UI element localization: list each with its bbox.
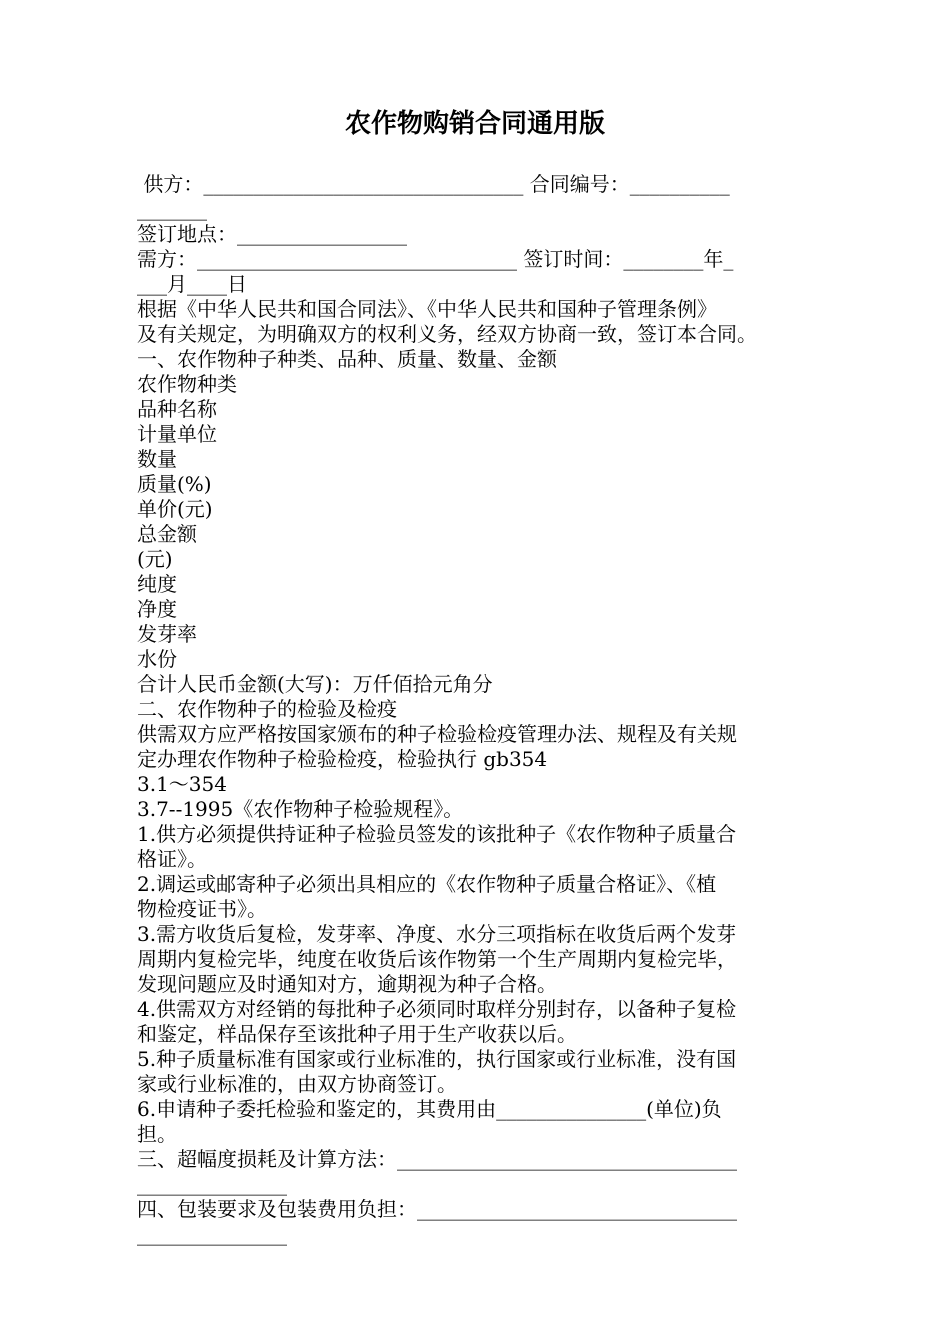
text-line: 净度 <box>137 597 177 621</box>
text-line: 三、超幅度损耗及计算方法：__________________________________ <box>137 1147 737 1171</box>
text-line: 需方：________________________________ 签订时间：________年_ <box>137 247 734 271</box>
text-line: 一、农作物种子种类、品种、质量、数量、金额 <box>137 347 557 371</box>
text-line: 质量(%) <box>137 472 212 496</box>
text-line: 担。 <box>137 1122 177 1146</box>
document-title: 农作物购销合同通用版 <box>344 109 605 139</box>
text-line: _______________ <box>137 1222 287 1246</box>
text-line: 数量 <box>137 447 177 471</box>
text-line: 1.供方必须提供持证种子检验员签发的该批种子《农作物种子质量合 <box>137 822 737 846</box>
text-line: 根据《中华人民共和国合同法》、《中华人民共和国种子管理条例》 <box>137 297 717 321</box>
text-line: 发芽率 <box>137 622 197 646</box>
text-line: 和鉴定，样品保存至该批种子用于生产收获以后。 <box>137 1022 577 1046</box>
text-line: 家或行业标准的，由双方协商签订。 <box>137 1072 457 1096</box>
text-line: _______ <box>137 197 207 221</box>
document-body <box>137 172 817 1247</box>
text-line: 2.调运或邮寄种子必须出具相应的《农作物种子质量合格证》、《植 <box>137 872 717 896</box>
text-line: 供方：________________________________ 合同编号：__________ <box>137 172 730 196</box>
text-line: 3.1～354 <box>137 772 227 796</box>
text-line: 计量单位 <box>137 422 217 446</box>
text-line: 物检疫证书》。 <box>137 897 267 921</box>
text-line: 5.种子质量标准有国家或行业标准的，执行国家或行业标准，没有国 <box>137 1047 737 1071</box>
text-line: 单价(元) <box>137 497 213 521</box>
text-line: 格证》。 <box>137 847 207 871</box>
text-line: (元) <box>137 547 173 571</box>
text-line: 农作物种类 <box>137 372 237 396</box>
text-line: _______________ <box>137 1172 287 1196</box>
text-line: 6.申请种子委托检验和鉴定的，其费用由_______________(单位)负 <box>137 1097 722 1121</box>
text-line: 及有关规定，为明确双方的权利义务，经双方协商一致，签订本合同。 <box>137 322 757 346</box>
text-line: 3.7--1995《农作物种子检验规程》。 <box>137 797 464 821</box>
text-line: 周期内复检完毕，纯度在收货后该作物第一个生产周期内复检完毕， <box>137 947 737 971</box>
text-line: 供需双方应严格按国家颁布的种子检验检疫管理办法、规程及有关规 <box>137 722 737 746</box>
text-line: 签订地点：_________________ <box>137 222 407 246</box>
text-line: 发现问题应及时通知对方，逾期视为种子合格。 <box>137 972 557 996</box>
text-line: ___月____日 <box>137 272 247 296</box>
text-line: 纯度 <box>137 572 177 596</box>
text-line: 四、包装要求及包装费用负担：________________________________ <box>137 1197 737 1221</box>
text-line: 定办理农作物种子检验检疫，检验执行 gb354 <box>137 747 548 771</box>
text-line: 3.需方收货后复检，发芽率、净度、水分三项指标在收货后两个发芽 <box>137 922 737 946</box>
text-line: 4.供需双方对经销的每批种子必须同时取样分别封存，以备种子复检 <box>137 997 737 1021</box>
text-line: 总金额 <box>137 522 197 546</box>
text-line: 合计人民币金额(大写)：万仟佰拾元角分 <box>137 672 493 696</box>
text-line: 品种名称 <box>137 397 217 421</box>
text-line: 二、农作物种子的检验及检疫 <box>137 697 397 721</box>
text-line: 水份 <box>137 647 177 671</box>
